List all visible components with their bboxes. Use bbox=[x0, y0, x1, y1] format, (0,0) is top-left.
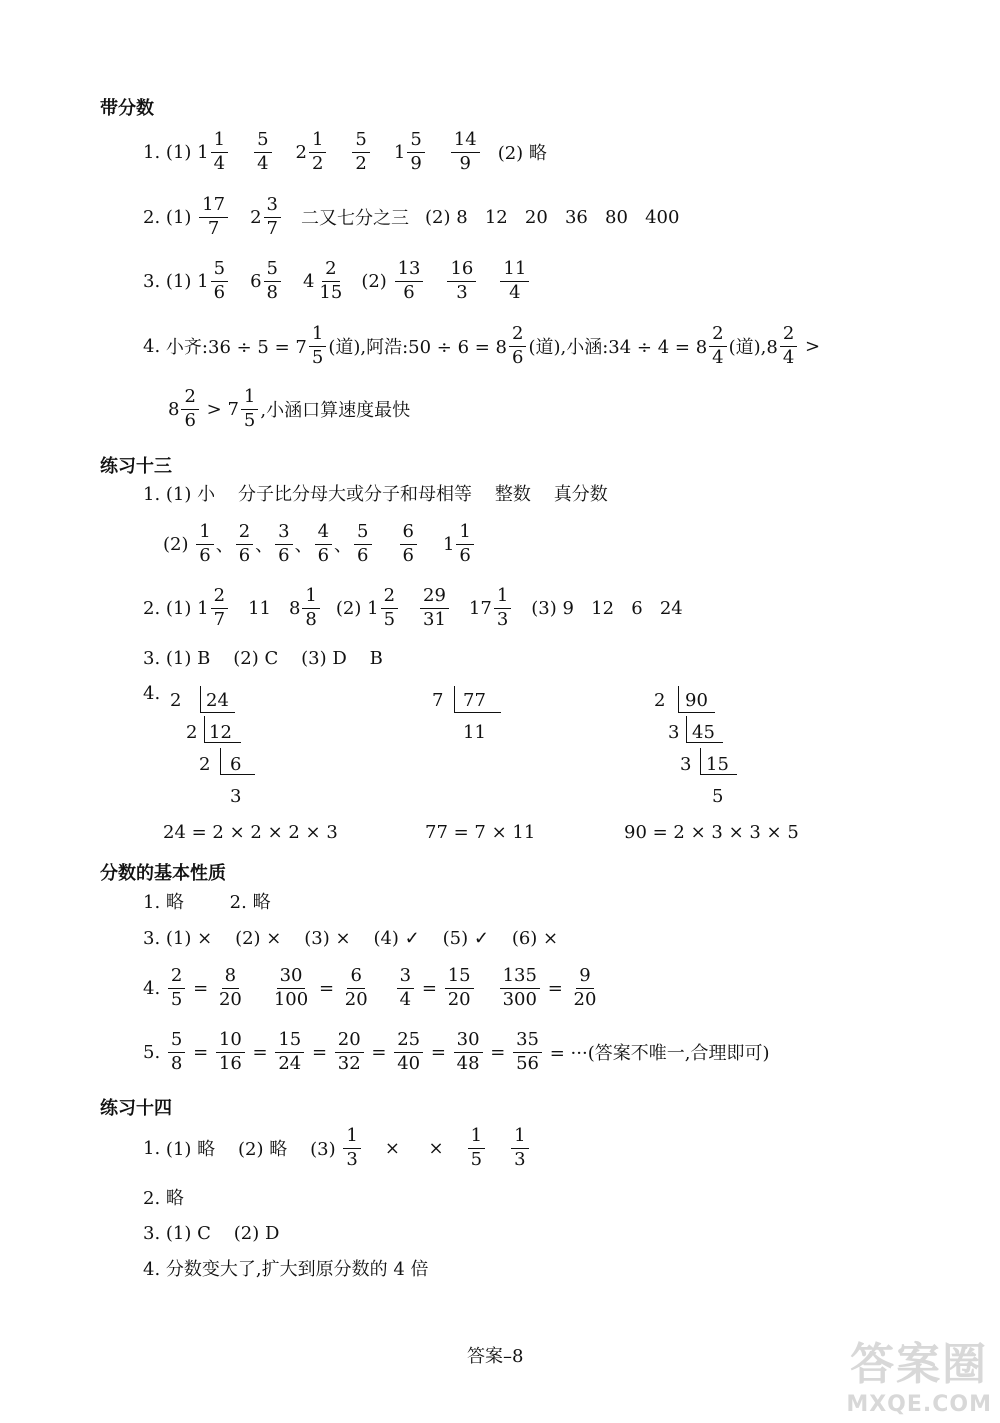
answer-line: 3. (1) × (2) × (3) × (4) ✓ (5) ✓ (6) × bbox=[143, 928, 559, 949]
fraction: 5 8 bbox=[264, 259, 281, 303]
fraction: 2 6 bbox=[236, 522, 253, 566]
fraction: $\frac{15}{20}$ bbox=[445, 966, 474, 1010]
item-number: 1. bbox=[143, 141, 161, 163]
whole-number: 1 bbox=[197, 597, 209, 619]
fraction: 5 6 bbox=[211, 259, 228, 303]
sub-label: (3) bbox=[531, 597, 557, 619]
fraction: $\frac{35}{56}$ bbox=[513, 1030, 542, 1074]
item-number: 4. bbox=[143, 977, 161, 999]
whole-number: 4 bbox=[302, 270, 315, 292]
answer-text: 二又七分之三 bbox=[300, 208, 409, 230]
fraction: 1 6 bbox=[196, 522, 213, 566]
answer-line: 3. (1) C (2) D bbox=[143, 1223, 280, 1244]
item-number: 4. bbox=[143, 683, 161, 704]
answer-text: > bbox=[805, 335, 821, 357]
whole-number: 17 bbox=[468, 597, 492, 619]
fraction: 1 3 bbox=[343, 1126, 360, 1170]
answer-line bbox=[143, 586, 683, 630]
fraction: 5 6 bbox=[354, 522, 371, 566]
fraction: 3 7 bbox=[264, 195, 281, 239]
fraction: 5 4 bbox=[254, 130, 271, 174]
sub-label: (1) bbox=[165, 597, 192, 619]
answer-line: 1. (1) 小 分子比分母大或分子和母相等 整数 真分数 bbox=[143, 484, 608, 505]
answer-values: 9 12 6 24 bbox=[562, 597, 683, 619]
fraction: 14 9 bbox=[451, 130, 480, 174]
fraction: 1 5 bbox=[309, 324, 326, 368]
section-title-exercise-14: 练习十四 bbox=[100, 1098, 172, 1119]
section-title-fraction-property: 分数的基本性质 bbox=[100, 863, 226, 884]
whole-number: 1 bbox=[393, 141, 406, 163]
fraction: 25 40 bbox=[394, 1030, 423, 1074]
answer-line bbox=[143, 195, 679, 239]
fraction: 1 4 bbox=[211, 130, 228, 174]
answer-text: (道),阿浩:50 ÷ 6 = 8 bbox=[328, 337, 508, 359]
sub-label: (1) bbox=[165, 141, 192, 163]
divisor: 2 bbox=[654, 690, 666, 711]
divisor: 2 bbox=[170, 690, 182, 711]
item-number: 5. bbox=[143, 1041, 161, 1063]
divisor: 7 bbox=[432, 690, 444, 711]
answer-text: > 7 bbox=[206, 398, 239, 420]
dividend: 45 bbox=[692, 722, 715, 743]
whole-number: 8 bbox=[168, 398, 180, 420]
quotient: 3 bbox=[230, 786, 242, 807]
answer-line: 1. 略 2. 略 bbox=[143, 892, 271, 913]
whole-number: 2 bbox=[250, 206, 262, 228]
fraction: $\frac{2}{5}$ bbox=[168, 966, 185, 1010]
fraction: 2 5 bbox=[381, 586, 398, 630]
sub-label: (2) bbox=[424, 206, 451, 228]
sub-label: (2) bbox=[335, 597, 362, 619]
divisor: 2 bbox=[186, 722, 198, 743]
quotient: 11 bbox=[463, 722, 486, 743]
answer-line bbox=[143, 1126, 531, 1170]
fraction: 1 8 bbox=[302, 586, 319, 630]
fraction: $\frac{9}{20}$ bbox=[573, 965, 597, 1010]
answer-text: (道),8 bbox=[728, 337, 778, 359]
fraction: 2 6 bbox=[181, 387, 198, 431]
dividend: 24 bbox=[206, 690, 229, 711]
answer-line: 2. 略 bbox=[143, 1188, 184, 1209]
whole-number: 1 bbox=[197, 270, 209, 292]
fraction: 1 2 bbox=[309, 130, 326, 174]
item-number: 2. bbox=[143, 597, 161, 619]
dividend: 6 bbox=[230, 754, 242, 775]
answer-line: (2) 1 6 、 2 6 、 3 6 、 4 6 、 5 6 6 6 1 1 6 bbox=[163, 522, 476, 566]
fraction: $\frac{6}{20}$ bbox=[344, 965, 368, 1010]
item-number: 2. bbox=[143, 206, 161, 228]
answer-text: × × bbox=[384, 1137, 444, 1159]
answer-value: 11 bbox=[248, 597, 271, 619]
page-footer: 答案–8 bbox=[467, 1346, 524, 1367]
factorization: 24 = 2 × 2 × 2 × 3 bbox=[163, 822, 338, 843]
fraction: $\frac{8}{20}$ bbox=[218, 965, 242, 1010]
dividend: 77 bbox=[463, 690, 486, 711]
fraction: 3 6 bbox=[275, 522, 292, 566]
fraction: 17 7 bbox=[199, 195, 228, 239]
factorization: 90 = 2 × 3 × 3 × 5 bbox=[624, 822, 799, 843]
whole-number: 6 bbox=[250, 270, 262, 292]
fraction: 1 5 bbox=[468, 1126, 485, 1170]
answer-text: (2) 略 bbox=[497, 143, 547, 165]
fraction: 15 24 bbox=[275, 1030, 304, 1074]
whole-number: 8 bbox=[288, 597, 301, 619]
watermark-logo: 答案圈 MXQE.COM bbox=[846, 1339, 992, 1417]
fraction: 20 32 bbox=[335, 1030, 364, 1074]
answer-text: (道),小涵:34 ÷ 4 = 8 bbox=[528, 337, 708, 359]
divisor: 2 bbox=[199, 754, 211, 775]
section-title-mixed-numbers: 带分数 bbox=[100, 98, 154, 119]
fraction: $\frac{30}{100}$ bbox=[273, 965, 309, 1010]
item-number: 3. bbox=[143, 270, 161, 292]
answer-line: 4. $\frac{2}{5}$ = $\frac{8}{20}$ $\frac{30}{100}$ = $\frac{6}{20}$ $\frac{3}{4}$ = $\frac{15}{20}$ $\frac{135}{300}$ = $\frac{9}{20}$ bbox=[143, 966, 601, 1010]
whole-number: 1 bbox=[367, 597, 379, 619]
answer-line bbox=[143, 130, 547, 174]
fraction: 16 3 bbox=[447, 259, 476, 303]
factorization: 77 = 7 × 11 bbox=[425, 822, 536, 843]
answer-line bbox=[143, 259, 531, 303]
fraction: 5 2 bbox=[352, 130, 369, 174]
dividend: 15 bbox=[706, 754, 729, 775]
fraction: 13 6 bbox=[395, 259, 424, 303]
answer-line: 3. (1) B (2) C (3) D B bbox=[143, 648, 383, 669]
answer-line: 5. 5 8 = 10 16 = 15 24 = 20 32 = 25 40 = 30 48 = $\frac{35}{56}$ = ···(答案不唯一,合理即可) bbox=[143, 1029, 770, 1074]
fraction: 4 6 bbox=[315, 522, 332, 566]
fraction: 2 7 bbox=[211, 586, 228, 630]
fraction: 11 4 bbox=[500, 259, 529, 303]
quotient: 5 bbox=[712, 786, 724, 807]
divisor: 3 bbox=[668, 722, 680, 743]
fraction: 1 3 bbox=[494, 586, 511, 630]
fraction: 30 48 bbox=[454, 1030, 483, 1074]
section-title-exercise-13: 练习十三 bbox=[100, 456, 172, 477]
sub-label: (2) bbox=[361, 270, 387, 292]
answer-line bbox=[168, 387, 410, 431]
fraction: 2 6 bbox=[509, 324, 526, 368]
fraction: $\frac{3}{4}$ bbox=[397, 966, 414, 1010]
dividend: 90 bbox=[685, 690, 708, 711]
sub-label: (1) bbox=[165, 270, 192, 292]
whole-number: 2 bbox=[295, 141, 307, 163]
fraction: 1 3 bbox=[511, 1126, 528, 1170]
sub-label: (1) bbox=[165, 206, 192, 228]
answer-values: 8 12 20 36 80 400 bbox=[456, 206, 680, 228]
item-number: 4. bbox=[143, 335, 161, 357]
fraction: 2 15 bbox=[319, 258, 343, 303]
fraction: 2 4 bbox=[709, 324, 726, 368]
answer-text: 小齐:36 ÷ 5 = 7 bbox=[165, 337, 307, 359]
fraction: 1 5 bbox=[241, 387, 258, 431]
fraction: 1 6 bbox=[456, 522, 473, 566]
fraction: 10 16 bbox=[216, 1030, 245, 1074]
answer-text: (1) 略 (2) 略 (3) bbox=[165, 1139, 336, 1161]
fraction: $\frac{135}{300}$ bbox=[500, 966, 540, 1010]
fraction: 2 4 bbox=[780, 324, 797, 368]
dividend: 12 bbox=[209, 722, 232, 743]
answer-text: ,小涵口算速度最快 bbox=[260, 400, 411, 422]
whole-number: 1 bbox=[442, 533, 455, 555]
fraction: 29 31 bbox=[420, 586, 449, 630]
sub-label: (2) bbox=[163, 533, 189, 555]
fraction: 6 6 bbox=[400, 522, 417, 566]
whole-number: 1 bbox=[197, 141, 209, 163]
answer-line bbox=[143, 324, 820, 368]
item-number: 1. bbox=[143, 1137, 161, 1159]
fraction: 5 8 bbox=[168, 1030, 185, 1074]
divisor: 3 bbox=[680, 754, 692, 775]
fraction: 5 9 bbox=[407, 130, 424, 174]
answer-line: 4. 分数变大了,扩大到原分数的 4 倍 bbox=[143, 1259, 429, 1280]
answer-text: = ···(答案不唯一,合理即可) bbox=[549, 1043, 770, 1065]
